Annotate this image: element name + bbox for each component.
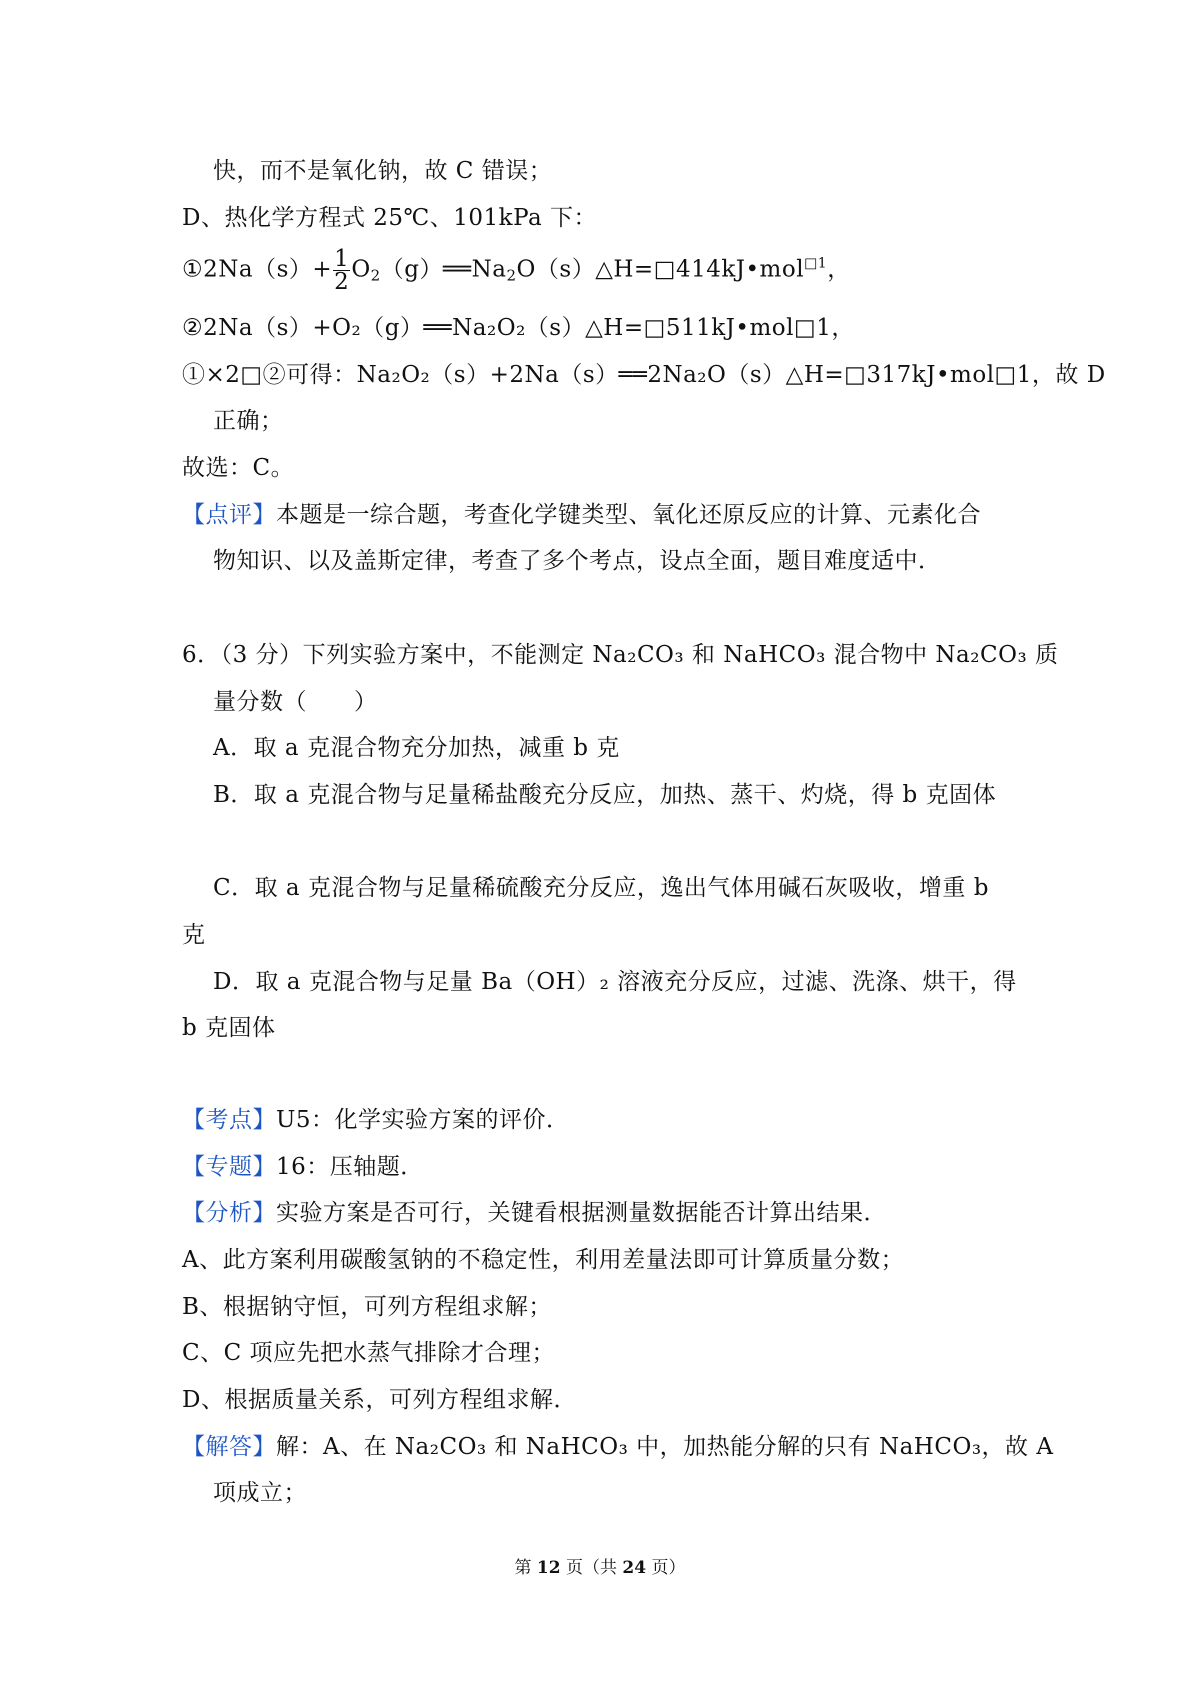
comment: 【点评】本题是一综合题，考查化学键类型、氧化还原反应的计算、元素化合: [182, 502, 981, 528]
option-c-cont: 克: [182, 922, 206, 948]
line-c-tail: 快，而不是氧化钠，故 C 错误；: [213, 158, 553, 184]
comment-tag: 【点评】: [182, 502, 276, 528]
fraction: $\frac{1}{2}$: [334, 246, 350, 295]
fenxi-d: D、根据质量关系，可列方程组求解．: [182, 1387, 577, 1413]
fenxi-tag: 【分析】: [182, 1200, 276, 1226]
equation-2: ②2Na（s）+O₂（g）══Na₂O₂（s）△H=□511kJ•mol□1，: [182, 315, 855, 341]
page-footer: 第 12 页（共 24 页）: [514, 1558, 686, 1578]
d-intro: D、热化学方程式 25℃、101kPa 下：: [182, 205, 598, 231]
option-d: D．取 a 克混合物与足量 Ba（OH）₂ 溶液充分反应，过滤、洗涤、烘干，得: [213, 969, 1017, 995]
zhuanti-tag: 【专题】: [182, 1154, 276, 1180]
zhuanti: 【专题】16：压轴题．: [182, 1154, 424, 1180]
question-stem: 6．（3 分）下列实验方案中，不能测定 Na₂CO₃ 和 NaHCO₃ 混合物中 Na₂CO₃ 质: [182, 642, 1059, 668]
total-pages: 24: [622, 1558, 647, 1578]
equation-3-cont: 正确；: [213, 408, 284, 434]
jieda-cont: 项成立；: [213, 1480, 307, 1506]
page-number: 12: [536, 1558, 561, 1578]
fenxi-c: C、C 项应先把水蒸气排除才合理；: [182, 1340, 556, 1366]
kaodian-tag: 【考点】: [182, 1107, 276, 1133]
equation-3: ①×2□②可得：Na₂O₂（s）+2Na（s）══2Na₂O（s）△H=□317kJ•mol□1，故 D: [182, 362, 1106, 388]
option-c: C．取 a 克混合物与足量稀硫酸充分反应，逸出气体用碱石灰吸收，增重 b: [213, 875, 989, 901]
kaodian: 【考点】U5：化学实验方案的评价．: [182, 1107, 570, 1133]
fenxi-a: A、此方案利用碳酸氢钠的不稳定性，利用差量法即可计算质量分数；: [182, 1247, 905, 1273]
option-b: B．取 a 克混合物与足量稀盐酸充分反应，加热、蒸干、灼烧，得 b 克固体: [213, 782, 997, 808]
comment-cont: 物知识、以及盖斯定律，考查了多个考点，设点全面，题目难度适中．: [213, 548, 942, 574]
equation-1: ①2Na（s）+ $\frac{1}{2}$ $O_2(g)══Na_2O(s)\triangle H=□414kJ•mol^{□1}$，: [182, 246, 851, 295]
jieda-tag: 【解答】: [182, 1434, 276, 1460]
jieda: 【解答】解：A、在 Na₂CO₃ 和 NaHCO₃ 中，加热能分解的只有 NaHCO₃，故 A: [182, 1434, 1054, 1460]
option-a: A．取 a 克混合物充分加热，减重 b 克: [213, 735, 620, 761]
fenxi-b: B、根据钠守恒，可列方程组求解；: [182, 1294, 552, 1320]
question-stem-cont: 量分数（ ）: [213, 689, 378, 715]
answer: 故选：C。: [182, 455, 295, 481]
option-d-cont: b 克固体: [182, 1015, 276, 1041]
fenxi: 【分析】实验方案是否可行，关键看根据测量数据能否计算出结果．: [182, 1200, 887, 1226]
